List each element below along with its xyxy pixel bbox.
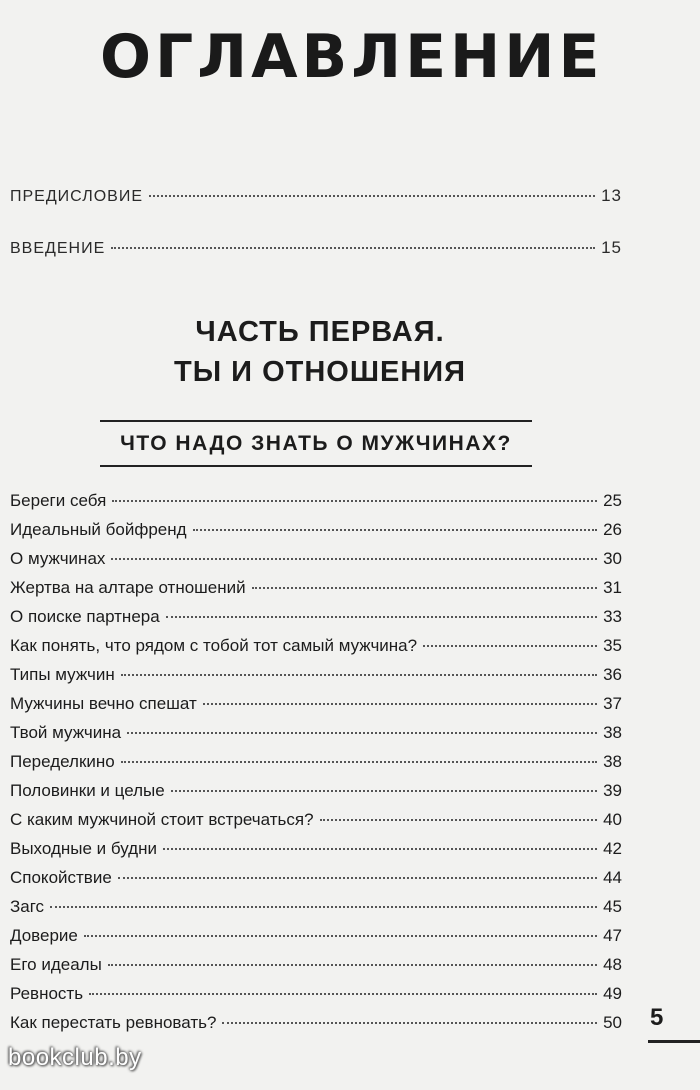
toc-entry [10,573,622,602]
toc-page-number: 40 [603,810,622,829]
toc-entry [10,718,622,747]
toc-entry [10,660,622,689]
toc-label: Выходные и будни [10,839,157,858]
toc-label: Спокойствие [10,868,112,887]
dot-leader [163,848,597,850]
toc-label: Береги себя [10,491,107,510]
toc-page-number: 42 [603,839,622,858]
toc-page-number: 15 [601,238,622,257]
toc-entry [10,834,622,863]
toc-page-number: 45 [603,897,622,916]
toc-page-number: 25 [603,491,622,510]
page-title: ОГЛАВЛЕНИЕ [100,22,604,92]
dot-leader [121,674,597,676]
section-rule-top [100,420,532,422]
toc-page-number: 36 [603,665,622,684]
toc-entry [10,950,622,979]
toc-page-number: 31 [603,578,622,597]
watermark: bookclub.by [8,1044,142,1071]
dot-leader [84,935,597,937]
toc-entry [10,979,622,1008]
toc-label: Переделкино [10,752,115,771]
page-number-rule [648,1040,700,1043]
toc-entry [10,689,622,718]
dot-leader [112,500,597,502]
toc-page-number: 30 [603,549,622,568]
dot-leader [121,761,597,763]
toc-page-number: 35 [603,636,622,655]
toc-page-number: 37 [603,694,622,713]
part-title-line-1: ЧАСТЬ ПЕРВАЯ. [195,316,445,348]
toc-page-number: 26 [603,520,622,539]
toc-label: С каким мужчиной стоит встречаться? [10,810,314,829]
dot-leader [166,616,597,618]
dot-leader [149,195,595,197]
toc-label: Загс [10,897,45,916]
dot-leader [118,877,597,879]
toc-page-number: 33 [603,607,622,626]
dot-leader [320,819,598,821]
toc-page-number: 47 [603,926,622,945]
toc-entry [10,921,622,950]
toc-label: Типы мужчин [10,665,115,684]
dot-leader [203,703,597,705]
page-number: 5 [650,1004,664,1031]
toc-entry [10,602,622,631]
toc-entry [10,486,622,515]
dot-leader [423,645,597,647]
toc-label: ВВЕДЕНИЕ [10,240,106,257]
dot-leader [222,1022,597,1024]
toc-front-row [10,238,622,258]
toc-page-number: 44 [603,868,622,887]
toc-label: О поиске партнера [10,607,160,626]
toc-entry [10,805,622,834]
toc-entry [10,747,622,776]
dot-leader [193,529,598,531]
toc-page-number: 38 [603,752,622,771]
toc-label: Твой мужчина [10,723,122,742]
toc-page-number: 13 [601,186,622,205]
dot-leader [127,732,597,734]
dot-leader [252,587,597,589]
toc-page-number: 50 [603,1013,622,1032]
section-rule-bottom [100,465,532,467]
toc-label: ПРЕДИСЛОВИЕ [10,188,143,205]
toc-entry [10,631,622,660]
part-title-line-2: ТЫ И ОТНОШЕНИЯ [174,356,466,388]
toc-label: Жертва на алтаре отношений [10,578,246,597]
toc-page-number: 48 [603,955,622,974]
dot-leader [111,558,597,560]
toc-label: Мужчины вечно спешат [10,694,197,713]
dot-leader [50,906,597,908]
toc-label: Доверие [10,926,78,945]
toc-page-number: 38 [603,723,622,742]
toc-label: Половинки и целые [10,781,165,800]
toc-entry [10,776,622,805]
toc-front-row [10,186,622,206]
toc-entry [10,892,622,921]
toc-entry [10,1008,622,1037]
toc-label: Как понять, что рядом с тобой тот самый мужчина? [10,636,418,655]
toc-label: Его идеалы [10,955,102,974]
section-title: ЧТО НАДО ЗНАТЬ О МУЖЧИНАХ? [120,432,512,455]
toc-label: Идеальный бойфренд [10,520,187,539]
toc-page-number: 39 [603,781,622,800]
dot-leader [108,964,597,966]
toc-entry [10,544,622,573]
toc-page-number: 49 [603,984,622,1003]
toc-label: О мужчинах [10,549,106,568]
toc-label: Ревность [10,984,84,1003]
toc-entry [10,515,622,544]
toc-label: Как перестать ревновать? [10,1013,217,1032]
dot-leader [89,993,597,995]
dot-leader [111,247,595,249]
toc-entry [10,863,622,892]
dot-leader [171,790,597,792]
